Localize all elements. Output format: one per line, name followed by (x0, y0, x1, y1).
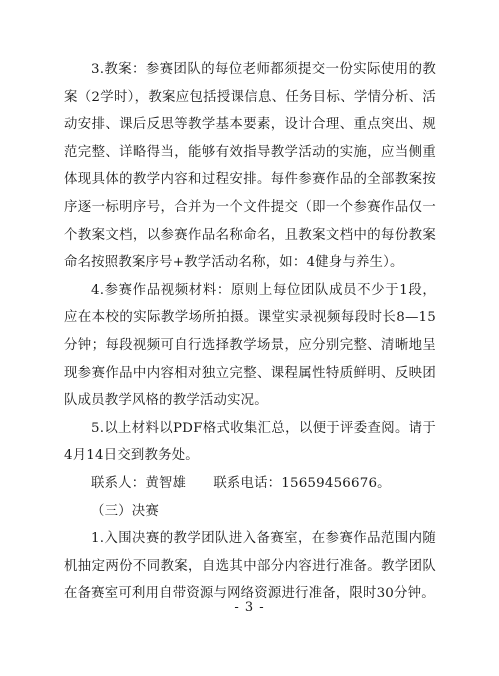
paragraph-lesson-plan: 3.教案：参赛团队的每位老师都须提交一份实际使用的教案（2学时），教案应包括授课信息、任务目标、学情分析、活动安排、课后反思等教学基本要素，设计合理、重点突出、规范完整、详略得当，能够有效指导教学活动的实施，应当侧重体现具体的教学内容和过程安排。每件参赛作品的全部教案按序逐一标明序号，合并为一个文件提交（即一个参赛作品仅一个教案文档，以参赛作品名称命名，且教案文档中的每份教案命名按照教案序号+教学活动名称，如：4健身与养生）。 (64, 62, 436, 271)
paragraph-video-materials: 4.参赛作品视频材料：原则上每位团队成员不少于1段，应在本校的实际教学场所拍摄。课堂实录视频每段时长8—15分钟；每段视频可自行选择教学场景，应分别完整、清晰地呈现参赛作品中内容相对独立完整、课程属性特质鲜明、反映团队成员教学风格的教学活动实况。 (64, 282, 436, 409)
paragraph-contact: 联系人：黄智雄 联系电话：15659456676。 (91, 475, 391, 491)
page-number: - 3 - (234, 600, 265, 615)
section-heading-finals: （三）决赛 (91, 503, 159, 519)
paragraph-finals-preparation: 1.入围决赛的教学团队进入备赛室，在参赛作品范围内随机抽定两份不同教案，自选其中部分内容进行准备。教学团队在备赛室可利用自带资源与网络资源进行准备，限时30分钟。 (64, 531, 436, 602)
paragraph-pdf-submission: 5.以上材料以PDF格式收集汇总，以便于评委查阅。请于4月14日交到教务处。 (64, 420, 436, 464)
document-body (64, 56, 436, 608)
